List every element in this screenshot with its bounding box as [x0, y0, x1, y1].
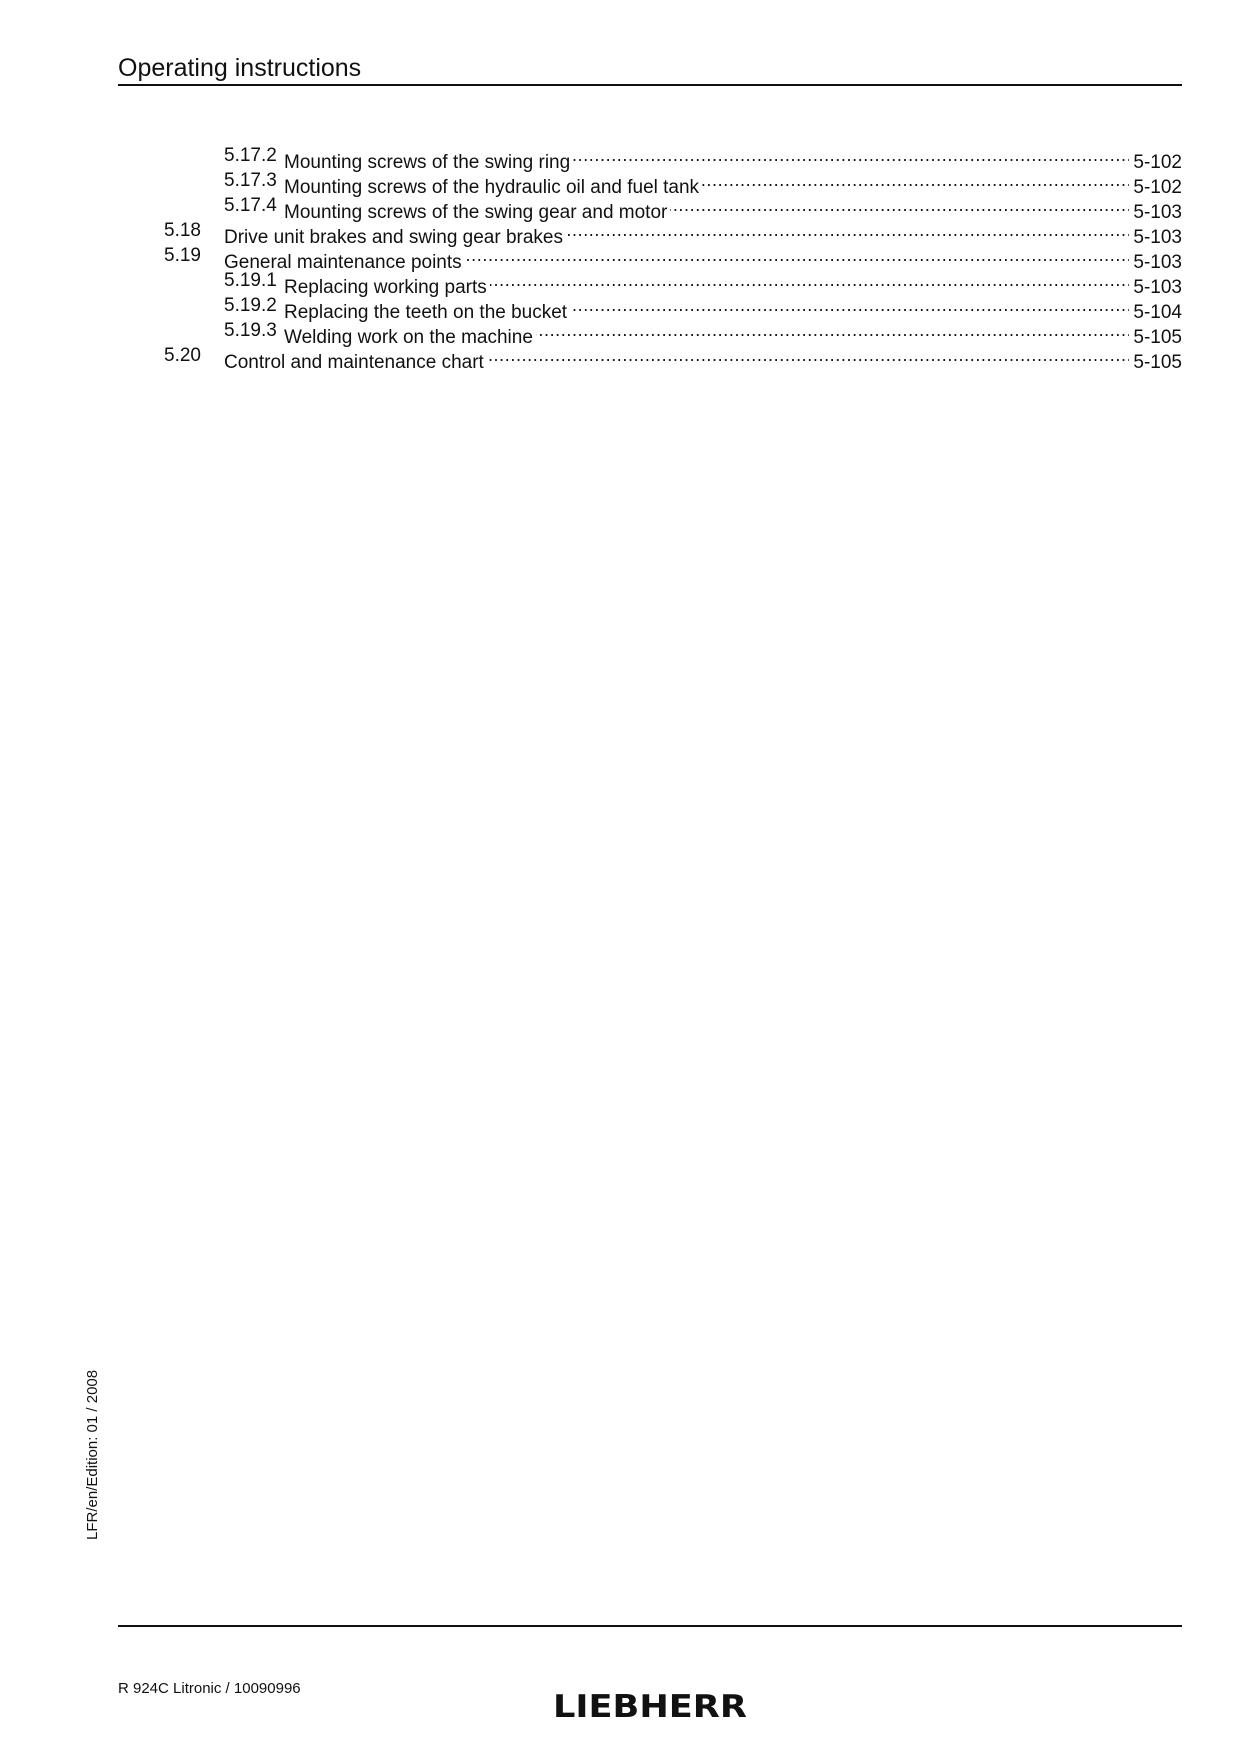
toc-title: Mounting screws of the swing ring: [284, 152, 571, 173]
toc-page-number: 5-105: [1133, 327, 1182, 348]
toc-number: 5.17.2: [224, 145, 277, 166]
toc-row: [118, 168, 1182, 198]
toc-page-number: 5-103: [1133, 202, 1182, 223]
toc-title: Mounting screws of the swing gear and motor: [284, 202, 668, 223]
toc-row: [118, 243, 1182, 273]
toc-page-number: 5-105: [1133, 352, 1182, 373]
logo-text: LIEBHERR: [553, 1690, 748, 1722]
liebherr-logo: [552, 1690, 748, 1722]
table-of-contents: [118, 143, 1182, 373]
toc-row: [118, 193, 1182, 223]
model-label: R 924C Litronic / 10090996: [118, 1680, 301, 1697]
toc-title: Replacing the teeth on the bucket: [284, 302, 568, 323]
toc-number: 5.17.3: [224, 170, 277, 191]
header-divider: [118, 84, 1182, 86]
toc-row: [118, 218, 1182, 248]
toc-page-number: 5-102: [1133, 177, 1182, 198]
toc-page-number: 5-104: [1133, 302, 1182, 323]
toc-number: 5.19.2: [224, 295, 277, 316]
toc-page-number: 5-103: [1133, 277, 1182, 298]
toc-leader-dots: [566, 218, 1129, 243]
toc-leader-dots: [487, 343, 1130, 368]
toc-page-number: 5-102: [1133, 152, 1182, 173]
toc-title: Welding work on the machine: [284, 327, 533, 348]
footer-divider: [118, 1625, 1182, 1627]
toc-title: General maintenance points: [224, 252, 462, 273]
toc-number: 5.17.4: [224, 195, 277, 216]
toc-leader-dots: [670, 193, 1129, 218]
toc-number: 5.20: [164, 345, 201, 366]
toc-leader-dots: [573, 143, 1129, 168]
edition-label: LFR/en/Edition: 01 / 2008: [84, 1369, 101, 1540]
toc-row: [118, 268, 1182, 298]
toc-title: Control and maintenance chart: [224, 352, 484, 373]
toc-leader-dots: [536, 318, 1129, 343]
toc-leader-dots: [702, 168, 1129, 193]
toc-leader-dots: [490, 268, 1130, 293]
toc-page-number: 5-103: [1133, 227, 1182, 248]
toc-leader-dots: [465, 243, 1130, 268]
toc-title: Drive unit brakes and swing gear brakes: [224, 227, 564, 248]
toc-row: [118, 343, 1182, 373]
toc-number: 5.19.3: [224, 320, 277, 341]
toc-title: Replacing working parts: [284, 277, 487, 298]
toc-entry: [224, 343, 1182, 375]
toc-row: [118, 318, 1182, 348]
toc-number: 5.19.1: [224, 270, 277, 291]
toc-page-number: 5-103: [1133, 252, 1182, 273]
toc-row: [118, 143, 1182, 173]
page-title: Operating instructions: [118, 54, 362, 82]
toc-number: 5.18: [164, 220, 201, 241]
toc-number: 5.19: [164, 245, 201, 266]
toc-row: [118, 293, 1182, 323]
toc-title: Mounting screws of the hydraulic oil and fuel tank: [284, 177, 700, 198]
toc-leader-dots: [570, 293, 1129, 318]
